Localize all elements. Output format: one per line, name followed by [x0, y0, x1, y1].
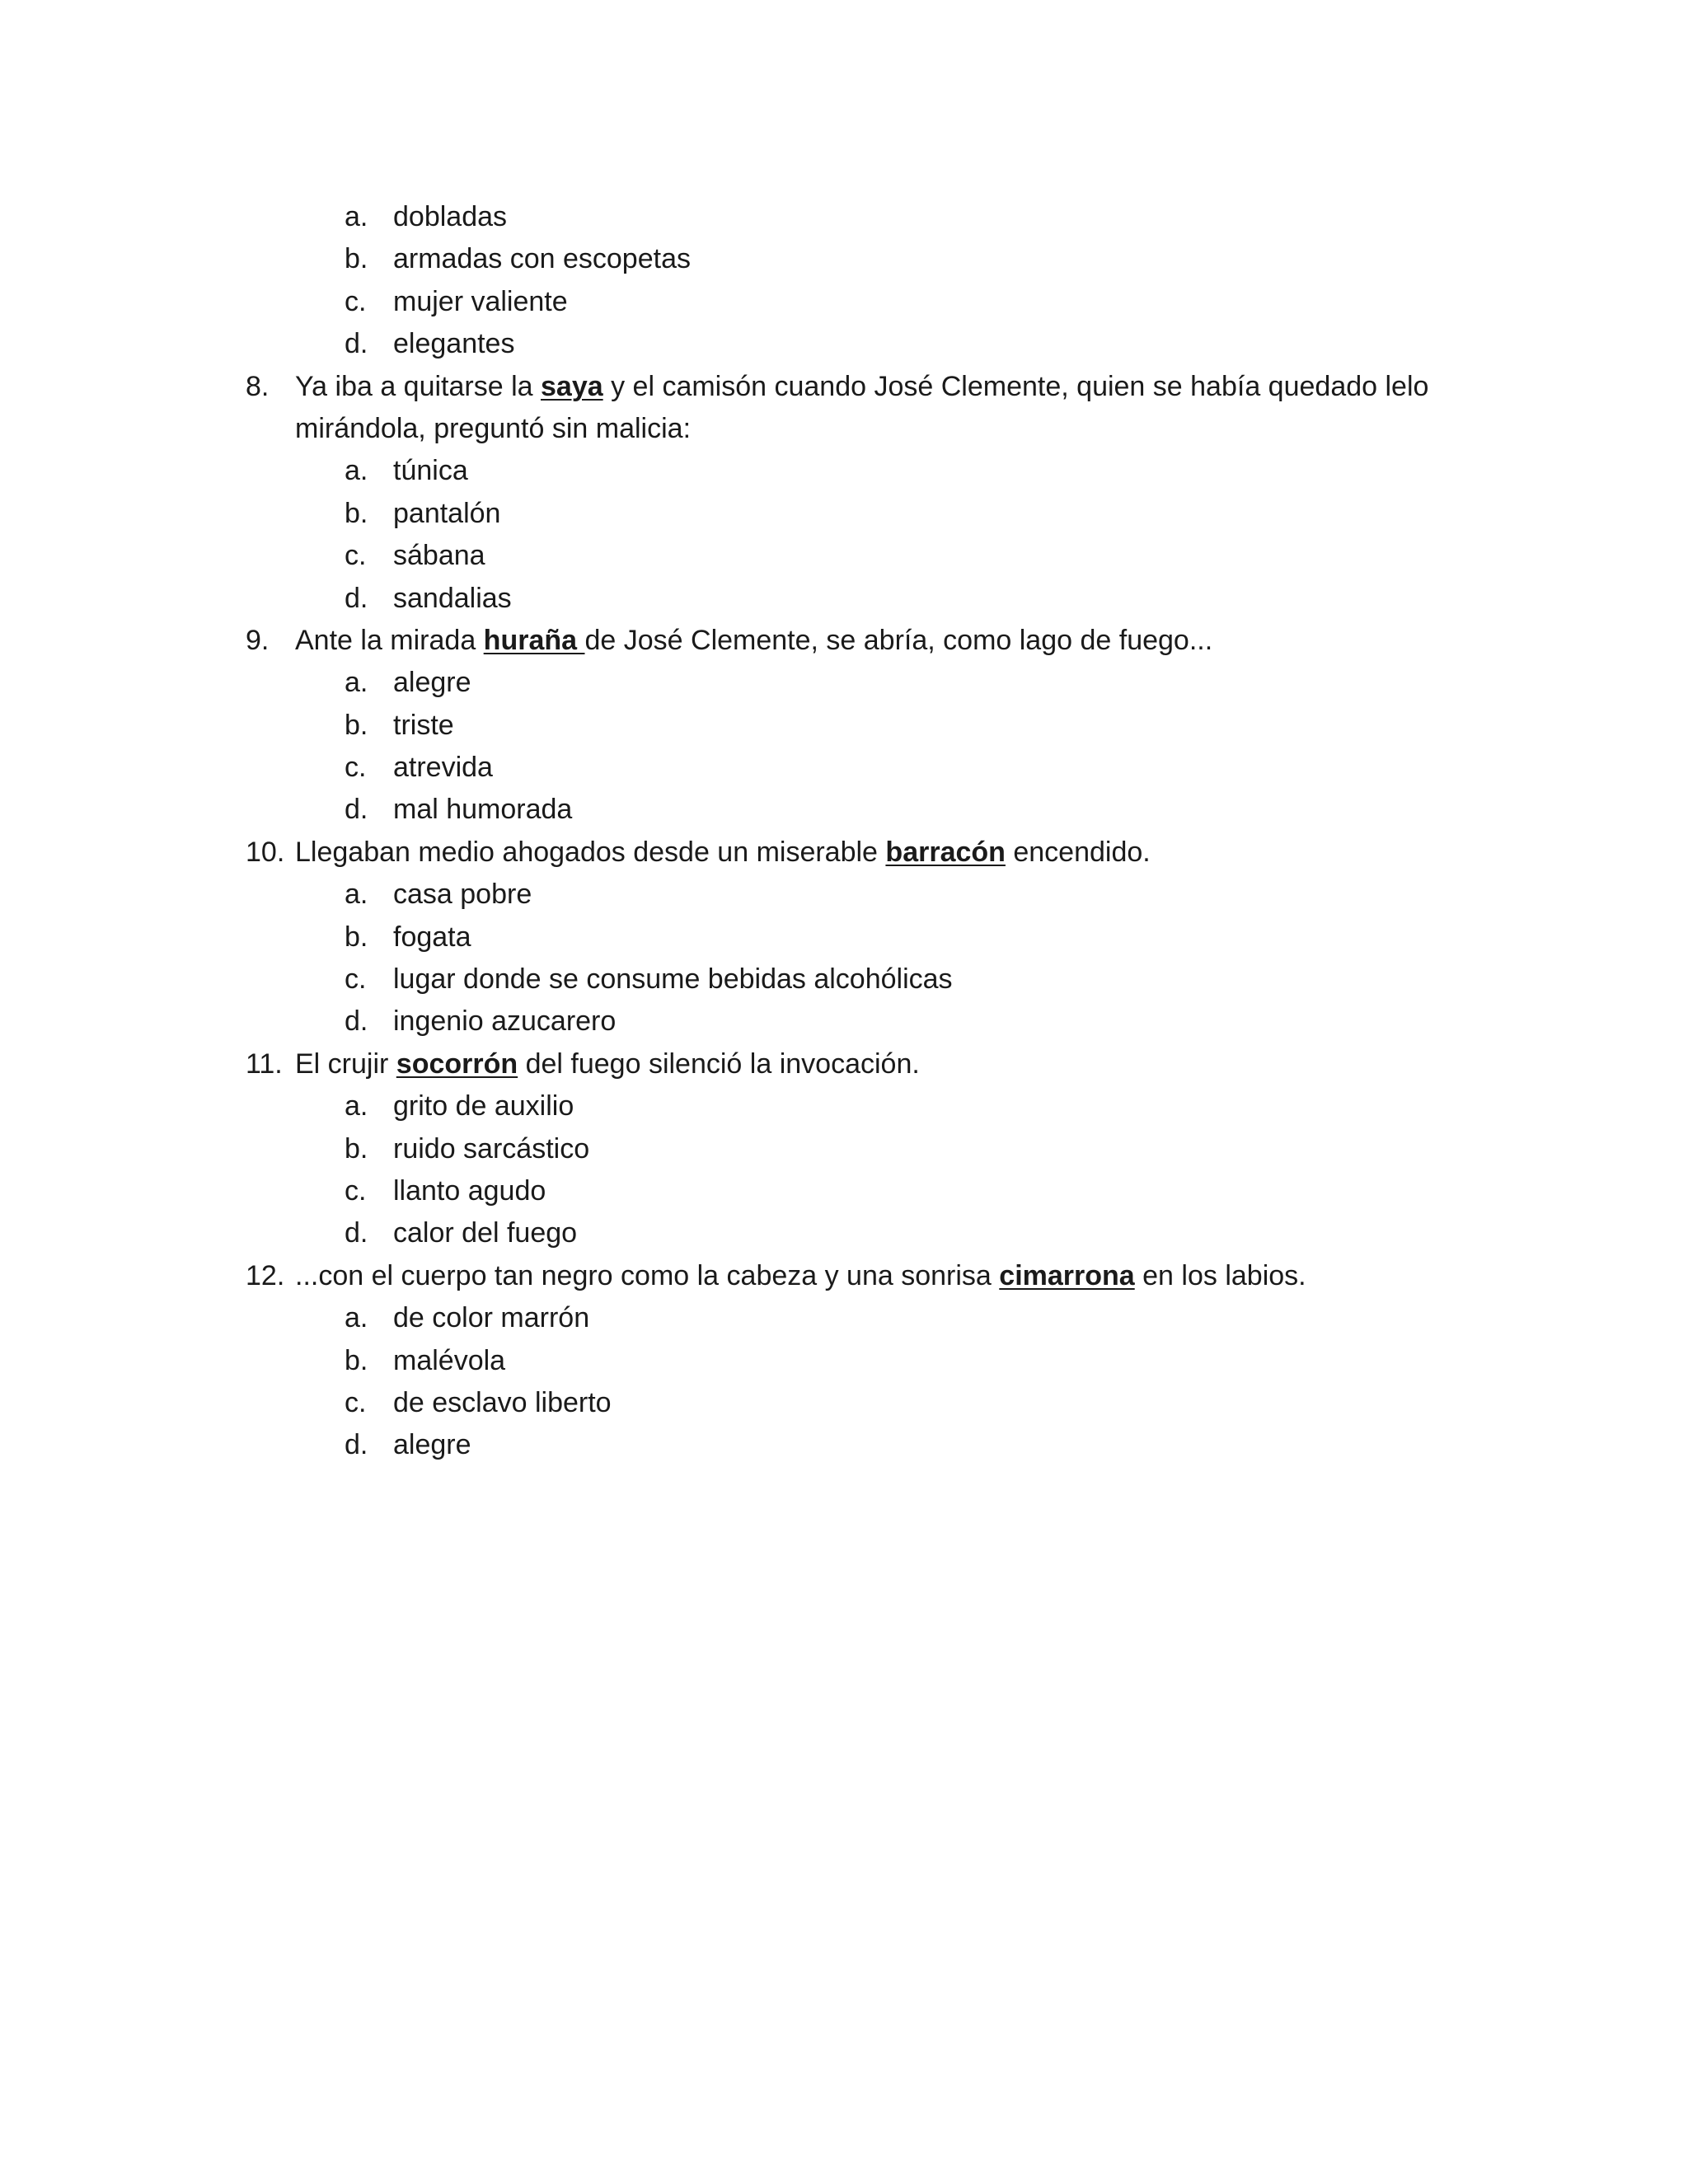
vocabulary-keyword: cimarrona: [999, 1259, 1135, 1291]
option-letter: b.: [345, 709, 368, 741]
option-letter: a.: [345, 201, 368, 232]
option-item: [0, 1128, 1688, 1170]
option-item: [0, 1001, 1688, 1043]
option-text: túnica: [393, 455, 468, 487]
option-text: sábana: [393, 540, 485, 572]
option-item: [0, 493, 1688, 535]
option-item: [0, 1212, 1688, 1254]
option-text: grito de auxilio: [393, 1090, 574, 1122]
option-letter: d.: [345, 328, 368, 360]
option-item: [0, 450, 1688, 492]
option-text: llanto agudo: [393, 1174, 546, 1207]
question-number: 9.: [246, 624, 270, 656]
option-item: [0, 535, 1688, 577]
option-text: calor del fuego: [393, 1217, 578, 1249]
option-item: [0, 196, 1688, 238]
question-text: [295, 620, 1212, 662]
question-text-post: en los labios.: [1134, 1259, 1306, 1291]
option-text: alegre: [393, 1429, 471, 1461]
option-item: [0, 281, 1688, 323]
option-text: elegantes: [393, 328, 515, 360]
option-letter: d.: [345, 1217, 368, 1249]
option-item: [0, 1424, 1688, 1466]
question-text-post: encendido.: [1005, 836, 1151, 868]
option-text: triste: [393, 709, 454, 741]
question-text-pre: El crujir: [295, 1047, 396, 1080]
question-text-pre: Llegaban medio ahogados desde un miserable: [295, 836, 886, 868]
question-stem: [0, 1043, 1688, 1085]
option-item: [0, 958, 1688, 1001]
option-text: mal humorada: [393, 794, 573, 826]
option-item: [0, 916, 1688, 958]
question-text-pre: Ya iba a quitarse la: [295, 370, 541, 402]
option-text: sandalias: [393, 582, 512, 614]
option-letter: a.: [345, 455, 368, 487]
question-stem: [0, 832, 1688, 874]
option-item: [0, 1170, 1688, 1212]
option-letter: b.: [345, 497, 368, 529]
option-text: ruido sarcástico: [393, 1132, 590, 1165]
option-letter: a.: [345, 667, 368, 699]
option-letter: d.: [345, 794, 368, 826]
option-letter: a.: [345, 879, 368, 911]
option-text: mujer valiente: [393, 285, 568, 317]
question-text-post: del fuego silenció la invocación.: [518, 1047, 920, 1080]
option-letter: d.: [345, 582, 368, 614]
option-letter: c.: [345, 1174, 367, 1207]
option-item: [0, 238, 1688, 280]
option-letter: d.: [345, 1005, 368, 1038]
option-letter: c.: [345, 752, 367, 784]
option-letter: c.: [345, 963, 367, 996]
option-text: atrevida: [393, 752, 493, 784]
question-text: [295, 366, 1428, 408]
option-letter: c.: [345, 1386, 367, 1418]
option-text: armadas con escopetas: [393, 243, 691, 275]
option-item: [0, 1085, 1688, 1127]
quiz-content: [0, 196, 1688, 1467]
question-number: 8.: [246, 370, 270, 402]
vocabulary-keyword: huraña: [483, 624, 585, 656]
question-text: [295, 1255, 1306, 1297]
option-item: [0, 1297, 1688, 1339]
question-number: 11.: [246, 1047, 283, 1080]
question-number: 10.: [246, 836, 285, 868]
option-letter: c.: [345, 540, 367, 572]
option-text: pantalón: [393, 497, 501, 529]
option-text: casa pobre: [393, 879, 532, 911]
option-item: [0, 705, 1688, 747]
option-text: ingenio azucarero: [393, 1005, 617, 1038]
vocabulary-keyword: barracón: [885, 836, 1006, 868]
option-letter: b.: [345, 1132, 368, 1165]
option-text: malévola: [393, 1344, 506, 1376]
option-letter: a.: [345, 1302, 368, 1334]
vocabulary-keyword: saya: [541, 370, 603, 402]
option-item: [0, 874, 1688, 916]
question-stem-continuation: [0, 408, 1688, 450]
option-text: lugar donde se consume bebidas alcohólicas: [393, 963, 953, 996]
question-number: 12.: [246, 1259, 285, 1291]
question-stem: [0, 1255, 1688, 1297]
option-item: [0, 662, 1688, 704]
option-text: de color marrón: [393, 1302, 590, 1334]
option-letter: a.: [345, 1090, 368, 1122]
question-stem: [0, 366, 1688, 408]
question-text-post: y el camisón cuando José Clemente, quien se había quedado lelo: [603, 370, 1429, 402]
option-text: fogata: [393, 921, 471, 953]
question-stem: [0, 620, 1688, 662]
question-text-post: de José Clemente, se abría, como lago de fuego...: [584, 624, 1213, 656]
option-letter: b.: [345, 243, 368, 275]
option-letter: d.: [345, 1429, 368, 1461]
option-letter: b.: [345, 921, 368, 953]
option-item: [0, 323, 1688, 365]
vocabulary-keyword: socorrón: [396, 1047, 518, 1080]
option-item: [0, 1340, 1688, 1382]
question-text: [295, 832, 1151, 874]
option-item: [0, 789, 1688, 831]
question-text-pre: mirándola, preguntó sin malicia:: [295, 412, 692, 444]
question-text-pre: Ante la mirada: [295, 624, 484, 656]
question-text: [295, 1043, 920, 1085]
option-item: [0, 1382, 1688, 1424]
option-item: [0, 747, 1688, 789]
option-item: [0, 578, 1688, 620]
option-text: dobladas: [393, 201, 508, 232]
option-text: alegre: [393, 667, 471, 699]
question-text-pre: ...con el cuerpo tan negro como la cabeza y una sonrisa: [295, 1259, 1000, 1291]
option-letter: c.: [345, 285, 367, 317]
question-text: [295, 408, 691, 450]
option-text: de esclavo liberto: [393, 1386, 612, 1418]
option-letter: b.: [345, 1344, 368, 1376]
